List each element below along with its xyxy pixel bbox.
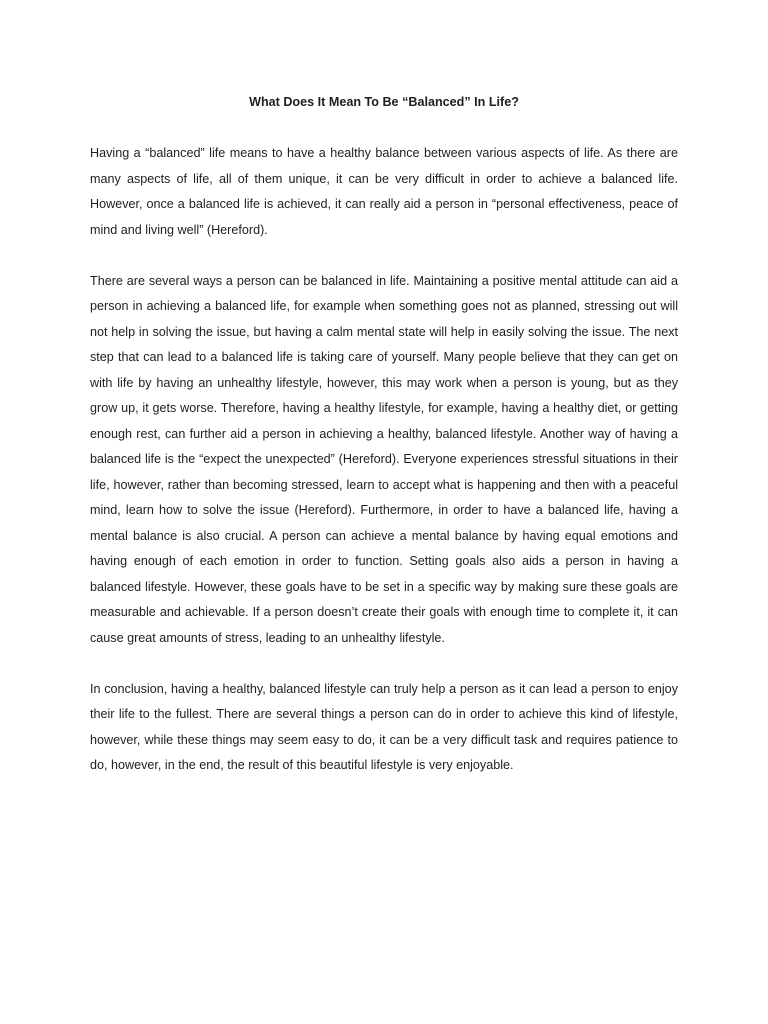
paragraph-body: There are several ways a person can be balanced in life. Maintaining a positive mental attitude can aid a person in achieving a balanced life, for example when something goes not as planned, stressing out will not help in solving the issue, but having a calm mental state will help in easily solving the issue. The next step that can lead to a balanced life is taking care of yourself. Many people believe that they can get on with life by having an unhealthy lifestyle, however, this may work when a person is young, but as they grow up, it gets worse. Therefore, having a healthy lifestyle, for example, having a healthy diet, or getting enough rest, can further aid a person in achieving a healthy, balanced lifestyle. Another way of having a balanced life is the “expect the unexpected” (Hereford). Everyone experiences stressful situations in their life, however, rather than becoming stressed, learn to accept what is happening and then with a peaceful mind, learn how to solve the issue (Hereford). Furthermore, in order to have a balanced life, having a mental balance is also crucial. A person can achieve a mental balance by having equal emotions and having enough of each emotion in order to function. Setting goals also aids a person in having a balanced lifestyle. However, these goals have to be set in a specific way by making sure these goals are measurable and achievable. If a person doesn’t create their goals with enough time to complete it, it can cause great amounts of stress, leading to an unhealthy lifestyle. [90,273,678,645]
document-title: What Does It Mean To Be “Balanced” In Life? [249,95,519,109]
paragraph-conclusion: In conclusion, having a healthy, balanced lifestyle can truly help a person as it can lead a person to enjoy their life to the fullest. There are several things a person can do in order to achieve this kind of lifestyle, however, while these things may seem easy to do, it can be a very difficult task and requires patience to do, however, in the end, the result of this beautiful lifestyle is very enjoyable. [90,681,678,772]
document-body [90,92,678,804]
paragraph-introduction: Having a “balanced” life means to have a healthy balance between various aspects of life. As there are many aspects of life, all of them unique, it can be very difficult in order to achieve a balanced life. However, once a balanced life is achieved, it can really aid a person in “personal effectiveness, peace of mind and living well” (Hereford). [90,146,678,237]
